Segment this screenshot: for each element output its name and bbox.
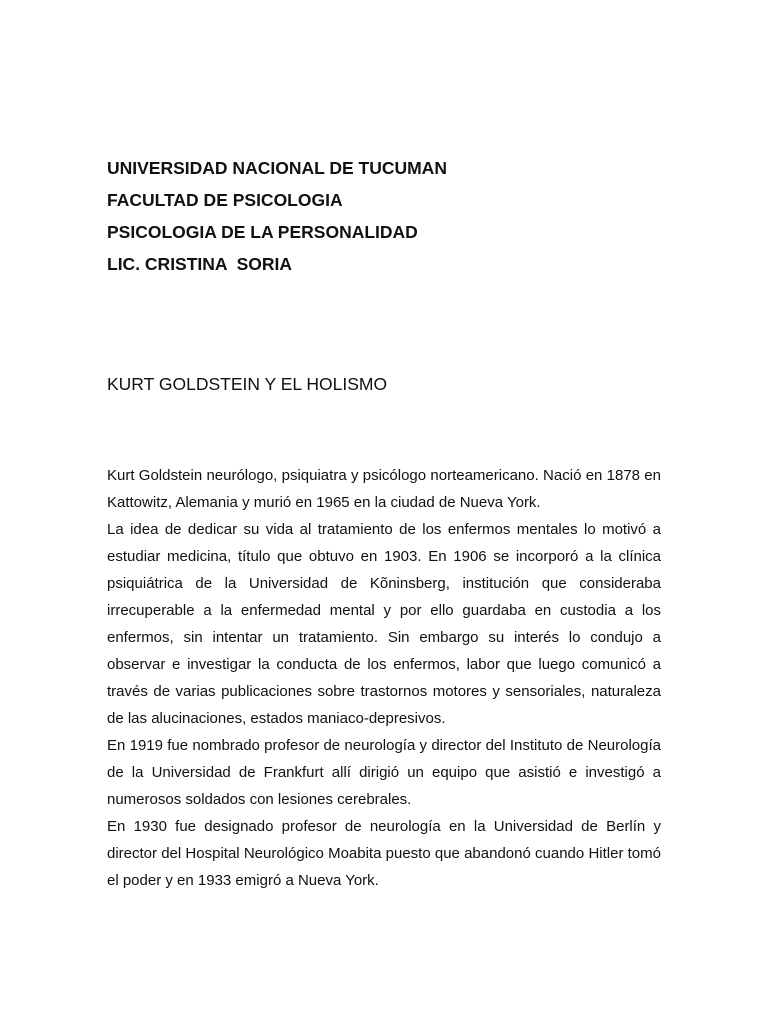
document-title: KURT GOLDSTEIN Y EL HOLISMO: [107, 374, 388, 394]
faculty-name: FACULTAD DE PSICOLOGIA: [107, 190, 343, 210]
paragraph-berlin: En 1930 fue designado profesor de neurología en la Universidad de Berlín y director del Hospital Neurológico Moabita puesto que abandonó cuando Hitler tomó el poder y en 1933 emigró a Nueva York.: [107, 818, 661, 889]
document-body: [107, 462, 661, 894]
university-name: UNIVERSIDAD NACIONAL DE TUCUMAN: [107, 158, 447, 178]
paragraph-career-start: La idea de dedicar su vida al tratamiento de los enfermos mentales lo motivó a estudiar medicina, título que obtuvo en 1903. En 1906 se incorporó a la clínica psiquiátrica de la Universidad de Kõninsberg, institución que consideraba irrecuperable a la enfermedad mental y por ello guardaba en custodia a los enfermos, sin intentar un tratamiento. Sin embargo su interés lo condujo a observar e investigar la conducta de los enfermos, labor que luego comunicó a través de varias publicaciones sobre trastornos motores y sensoriales, naturaleza de las alucinaciones, estados maniaco-depresivos.: [107, 521, 661, 727]
paragraph-biography: Kurt Goldstein neurólogo, psiquiatra y psicólogo norteamericano. Nació en 1878 en Kattowitz, Alemania y murió en 1965 en la ciudad de Nueva York.: [107, 467, 661, 511]
paragraph-frankfurt: En 1919 fue nombrado profesor de neurología y director del Instituto de Neurología de la Universidad de Frankfurt allí dirigió un equipo que asistió e investigó a numerosos soldados con lesiones cerebrales.: [107, 737, 661, 808]
document-header: [107, 152, 667, 280]
author-name: LIC. CRISTINA SORIA: [107, 254, 293, 274]
course-name: PSICOLOGIA DE LA PERSONALIDAD: [107, 222, 418, 242]
